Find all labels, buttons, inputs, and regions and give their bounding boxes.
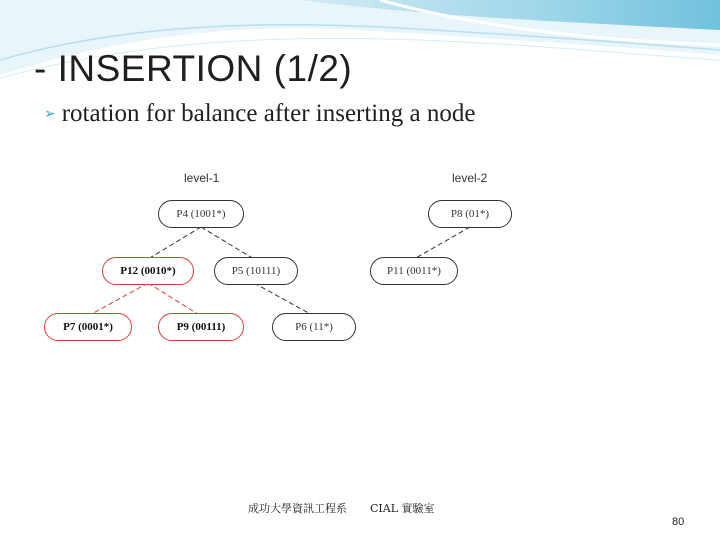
- bullet-arrow-icon: ➢: [44, 106, 56, 122]
- bullet-item: [44, 100, 475, 128]
- edge-p12-p7: [88, 283, 148, 316]
- footer-department: 成功大學資訊工程系: [248, 502, 347, 515]
- node-p12: P12 (0010*): [102, 257, 194, 285]
- edge-p12-p9: [148, 283, 201, 316]
- node-p8: P8 (01*): [428, 200, 512, 228]
- patricia-tree-diagram: [44, 167, 514, 343]
- node-p5: P5 (10111): [214, 257, 298, 285]
- bullet-text: rotation for balance after inserting a node: [61, 100, 476, 127]
- edge-p8-p11: [414, 227, 470, 259]
- node-p7: P7 (0001*): [44, 313, 132, 341]
- footer-lab: CIAL 實驗室: [370, 502, 435, 515]
- node-p9: P9 (00111): [158, 313, 244, 341]
- level-label-1: level-1: [184, 171, 220, 185]
- edge-p4-p5: [201, 227, 254, 259]
- slide-title: - INSERTION (1/2): [34, 48, 353, 89]
- node-p6: P6 (11*): [272, 313, 356, 341]
- edge-p5-p6: [254, 283, 314, 316]
- node-p4: P4 (1001*): [158, 200, 244, 228]
- node-p11: P11 (0011*): [370, 257, 458, 285]
- level-label-2: level-2: [452, 171, 488, 185]
- edge-p4-p12: [148, 227, 201, 259]
- page-number: 80: [672, 516, 685, 528]
